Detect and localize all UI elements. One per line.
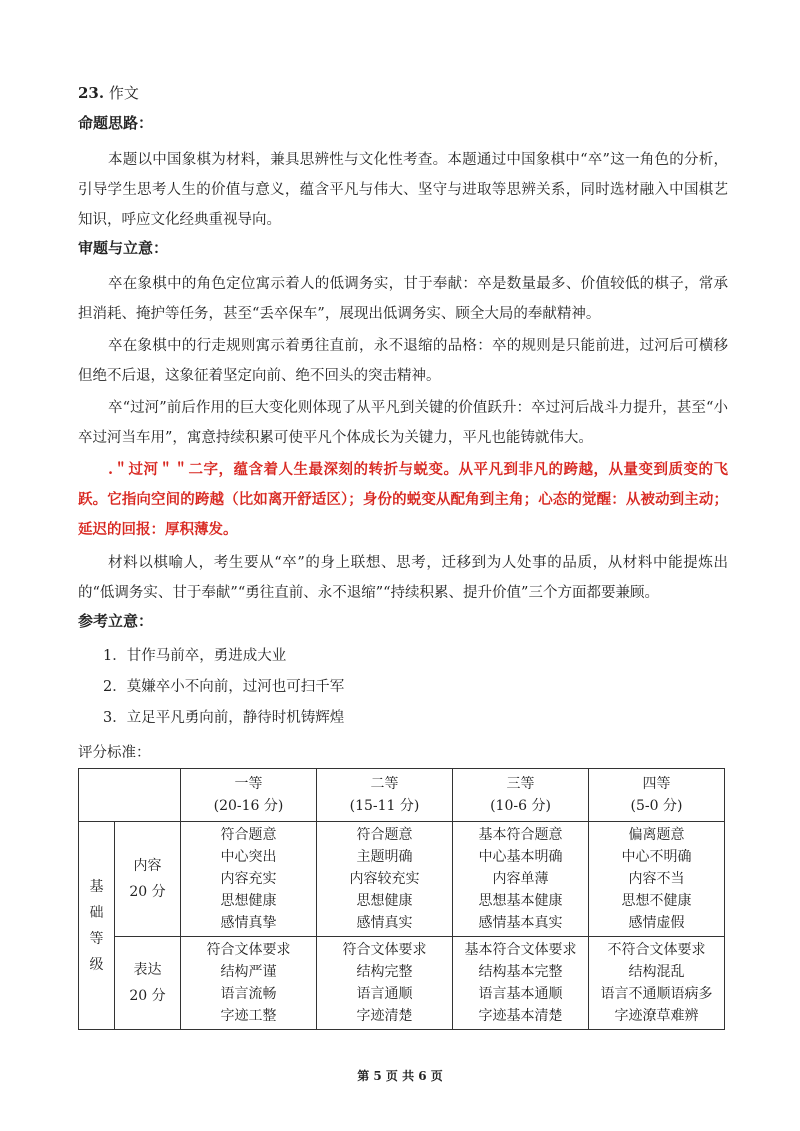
table-row [79,822,725,937]
empty-corner-cell [79,769,181,822]
page-footer: 第 5 页 共 6 页 [357,1069,443,1083]
grade-header-2: 二等 (15-11 分) [317,769,453,822]
table-header-row [79,769,725,822]
reference-heading: 参考立意： [78,612,154,630]
score-label: 评分标准： [78,745,151,761]
expression-grade-3: 基本符合文体要求 结构基本完整 语言基本通顺 字迹基本清楚 [453,937,589,1030]
reference-item-1: 1．甘作马前卒，勇进成大业 [103,648,287,664]
analysis-paragraph-2: 卒在象棋中的行走规则寓示着勇往直前，永不退缩的品格：卒的规则是只能前进，过河后可横移但绝不后退，这象征着坚定向前、绝不回头的突击精神。 [78,338,728,384]
analysis-paragraph-3: 卒“过河”前后作用的巨大变化则体现了从平凡到关键的价值跃升：卒过河后战斗力提升，甚至“小卒过河当车用”，寓意持续积累可使平凡个体成长为关键力，平凡也能铸就伟大。 [78,400,728,446]
intent-paragraph: 本题以中国象棋为材料，兼具思辨性与文化性考查。本题通过中国象棋中“卒”这一角色的分析，引导学生思考人生的价值与意义，蕴含平凡与伟大、坚守与进取等思辨关系，同时选材融入中国棋艺知识，呼应文化经典重视导向。 [78,152,728,228]
score-table [78,768,725,1030]
question-title [78,82,139,103]
question-name: 作文 [108,84,139,102]
grade-header-3: 三等 (10-6 分) [453,769,589,822]
content-grade-2: 符合题意 主题明确 内容较充实 思想健康 感情真实 [317,822,453,937]
reference-item-2: 2．莫嫌卒小不向前，过河也可扫千军 [103,679,345,695]
content-grade-1: 符合题意 中心突出 内容充实 思想健康 感情真挚 [181,822,317,937]
expression-grade-4: 不符合文体要求 结构混乱 语言不通顺语病多 字迹潦草难辨 [589,937,725,1030]
expression-grade-2: 符合文体要求 结构完整 语言通顺 字迹清楚 [317,937,453,1030]
summary-paragraph: 材料以棋喻人，考生要从“卒”的身上联想、思考，迁移到为人处事的品质，从材料中能提炼出的“低调务实、甘于奉献”“勇往直前、永不退缩”“持续积累、提升价值”三个方面都要兼顾。 [78,555,728,601]
row-label-expression: 表达 20 分 [115,937,181,1030]
grade-header-4: 四等 (5-0 分) [589,769,725,822]
group-label-cell: 基 础 等 级 [79,822,115,1030]
question-number: 23. [78,84,105,102]
analysis-heading: 审题与立意： [78,239,169,257]
intent-heading: 命题思路： [78,114,154,132]
reference-item-3: 3．立足平凡勇向前，静待时机铸辉煌 [103,710,345,726]
grade-header-1: 一等 (20-16 分) [181,769,317,822]
row-label-content: 内容 20 分 [115,822,181,937]
analysis-paragraph-1: 卒在象棋中的角色定位寓示着人的低调务实，甘于奉献：卒是数量最多、价值较低的棋子，常承担消耗、掩护等任务，甚至“丢卒保车”，展现出低调务实、顾全大局的奉献精神。 [78,276,728,322]
content-grade-3: 基本符合题意 中心基本明确 内容单薄 思想基本健康 感情基本真实 [453,822,589,937]
expression-grade-1: 符合文体要求 结构严谨 语言流畅 字迹工整 [181,937,317,1030]
table-row [79,937,725,1030]
highlight-paragraph: .＂过河＂＂二字，蕴含着人生最深刻的转折与蜕变。从平凡到非凡的跨越，从量变到质变的飞跃。它指向空间的跨越（比如离开舒适区）；身份的蜕变从配角到主角；心态的觉醒：从被动到主动；延迟的回报：厚积薄发。 [78,461,728,538]
content-grade-4: 偏离题意 中心不明确 内容不当 思想不健康 感情虚假 [589,822,725,937]
